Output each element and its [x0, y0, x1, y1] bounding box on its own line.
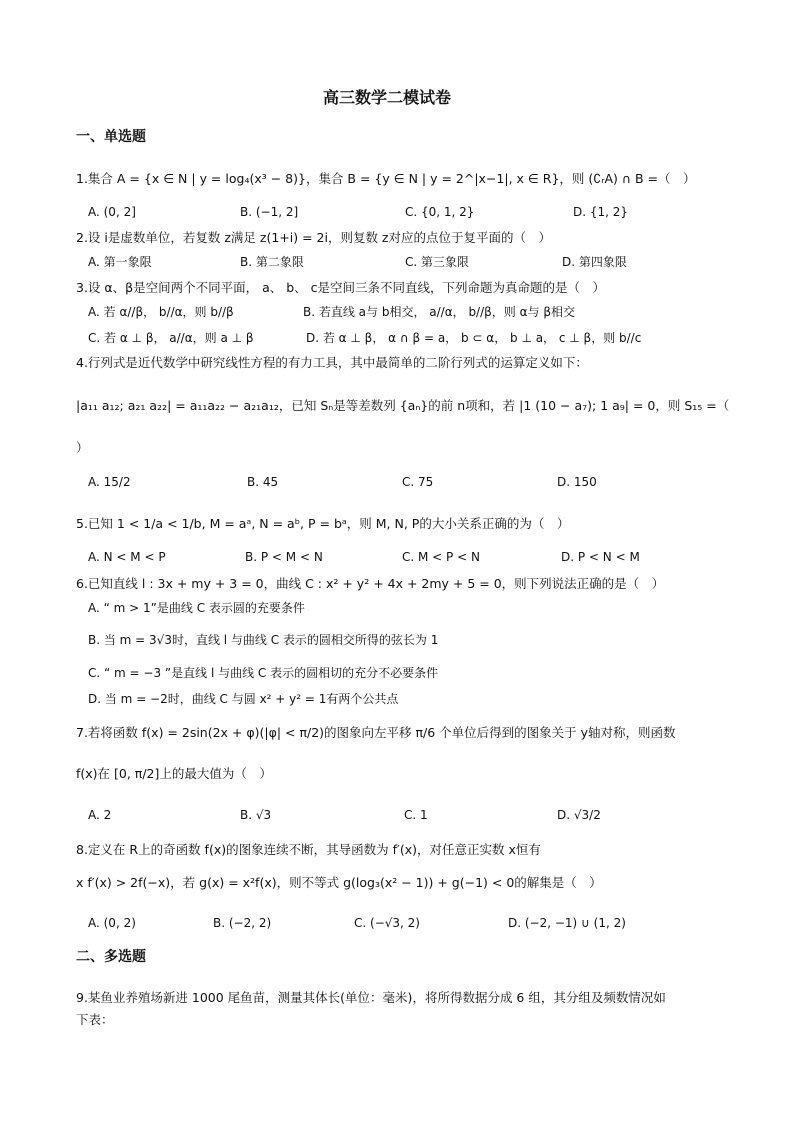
question-7-option-a: A. 2 — [88, 808, 112, 822]
question-1-option-b: B. (−1, 2] — [240, 205, 299, 219]
question-2-option-c: C. 第三象限 — [405, 255, 470, 269]
question-8-option-a: A. (0, 2) — [88, 916, 136, 930]
question-1-stem: 1.集合 A = {x ∈ N | y = log₄(x³ − 8)}，集合 B = {y ∈ N | y = 2^|x−1|, x ∈ R}，则 (∁ᵣA) ∩ B =（ ） — [76, 171, 696, 186]
question-7-option-b: B. √3 — [240, 808, 272, 822]
question-6-option-b: B. 当 m = 3√3时，直线 l 与曲线 C 表示的圆相交所得的弦长为 1 — [88, 633, 439, 647]
section-heading-single-choice: 一、单选题 — [76, 129, 146, 145]
question-9-stem: 9.某鱼业养殖场新进 1000 尾鱼苗，测量其体长(单位：毫米)，将所得数据分成 6 组，其分组及频数情况如 — [76, 990, 666, 1005]
question-6-option-a: A. “ m > 1”是曲线 C 表示圆的充要条件 — [88, 601, 305, 615]
question-7-stem: 7.若将函数 f(x) = 2sin(2x + φ)(|φ| < π/2)的图象向左平移 π/6 个单位后得到的图象关于 y轴对称，则函数 — [76, 725, 676, 740]
question-4-stem: |a₁₁ a₁₂; a₂₁ a₂₂| = a₁₁a₂₂ − a₂₁a₁₂，已知 Sₙ是等差数列 {aₙ}的前 n项和，若 |1 (10 − a₇); 1 a₉| = 0，则 S₁₅ =（ — [76, 398, 730, 413]
question-8-stem-line-2: x f′(x) > 2f(−x)，若 g(x) = x²f(x)，则不等式 g(log₃(x² − 1)) + g(−1) < 0的解集是（ ） — [76, 875, 602, 890]
question-4-option-b: B. 45 — [247, 475, 279, 489]
question-9-stem-line-2: 下表： — [76, 1012, 114, 1027]
question-5-option-c: C. M < P < N — [402, 550, 480, 564]
question-4-option-d: D. 150 — [557, 475, 597, 489]
question-5-option-b: B. P < M < N — [245, 550, 323, 564]
question-6-option-c: C. “ m = −3 ”是直线 l 与曲线 C 表示的圆相切的充分不必要条件 — [88, 666, 439, 680]
question-3-option-c: C. 若 α ⊥ β， a//α，则 a ⊥ β — [88, 331, 254, 345]
question-4-option-c: C. 75 — [402, 475, 434, 489]
question-8-option-b: B. (−2, 2) — [213, 916, 272, 930]
question-2-stem: 2.设 i是虚数单位，若复数 z满足 z(1+i) = 2i，则复数 z对应的点位于复平面的（ ） — [76, 230, 551, 245]
section-heading-multiple-choice: 二、多选题 — [76, 949, 146, 965]
question-6-stem: 6.已知直线 l : 3x + my + 3 = 0，曲线 C : x² + y² + 4x + 2my + 5 = 0，则下列说法正确的是（ ） — [76, 576, 665, 591]
question-8-stem: 8.定义在 R上的奇函数 f(x)的图象连续不断，其导函数为 f′(x)，对任意正实数 x恒有 — [76, 842, 541, 857]
question-3-option-a: A. 若 α//β， b//α，则 b//β — [88, 305, 234, 319]
question-8-option-c: C. (−√3, 2) — [354, 916, 420, 930]
question-4-option-a: A. 15/2 — [88, 475, 131, 489]
question-2-option-a: A. 第一象限 — [88, 255, 152, 269]
question-7-option-c: C. 1 — [404, 808, 428, 822]
question-5-option-a: A. N < M < P — [88, 550, 166, 564]
question-1-option-a: A. (0, 2] — [88, 205, 136, 219]
question-5-stem: 5.已知 1 < 1/a < 1/b, M = aᵃ, N = aᵇ, P = bᵃ，则 M, N, P的大小关系正确的为（ ） — [76, 516, 570, 531]
question-2-option-d: D. 第四象限 — [562, 255, 627, 269]
question-5-option-d: D. P < N < M — [561, 550, 640, 564]
page-title: 高三数学二模试卷 — [323, 88, 452, 107]
question-6-option-d: D. 当 m = −2时，曲线 C 与圆 x² + y² = 1有两个公共点 — [88, 692, 399, 706]
question-3-option-b: B. 若直线 a与 b相交， a//α， b//β，则 α与 β相交 — [303, 305, 575, 319]
question-3-stem: 3.设 α、β是空间两个不同平面， a、 b、 c是空间三条不同直线，下列命题为真命题的是（ ） — [76, 280, 606, 295]
question-4-intro: 4.行列式是近代数学中研究线性方程的有力工具，其中最简单的二阶行列式的运算定义如下： — [76, 355, 588, 370]
question-4-stem-end: ） — [76, 440, 89, 455]
question-3-option-d: D. 若 α ⊥ β， α ∩ β = a， b ⊂ α， b ⊥ a， c ⊥ β，则 b//c — [306, 331, 642, 345]
question-8-option-d: D. (−2, −1) ∪ (1, 2) — [508, 916, 626, 930]
question-2-option-b: B. 第二象限 — [240, 255, 304, 269]
question-1-option-d: D. {1, 2} — [573, 205, 629, 219]
question-7-stem-line-2: f(x)在 [0, π/2]上的最大值为（ ） — [76, 766, 272, 781]
question-7-option-d: D. √3/2 — [557, 808, 601, 822]
question-1-option-c: C. {0, 1, 2} — [405, 205, 475, 219]
